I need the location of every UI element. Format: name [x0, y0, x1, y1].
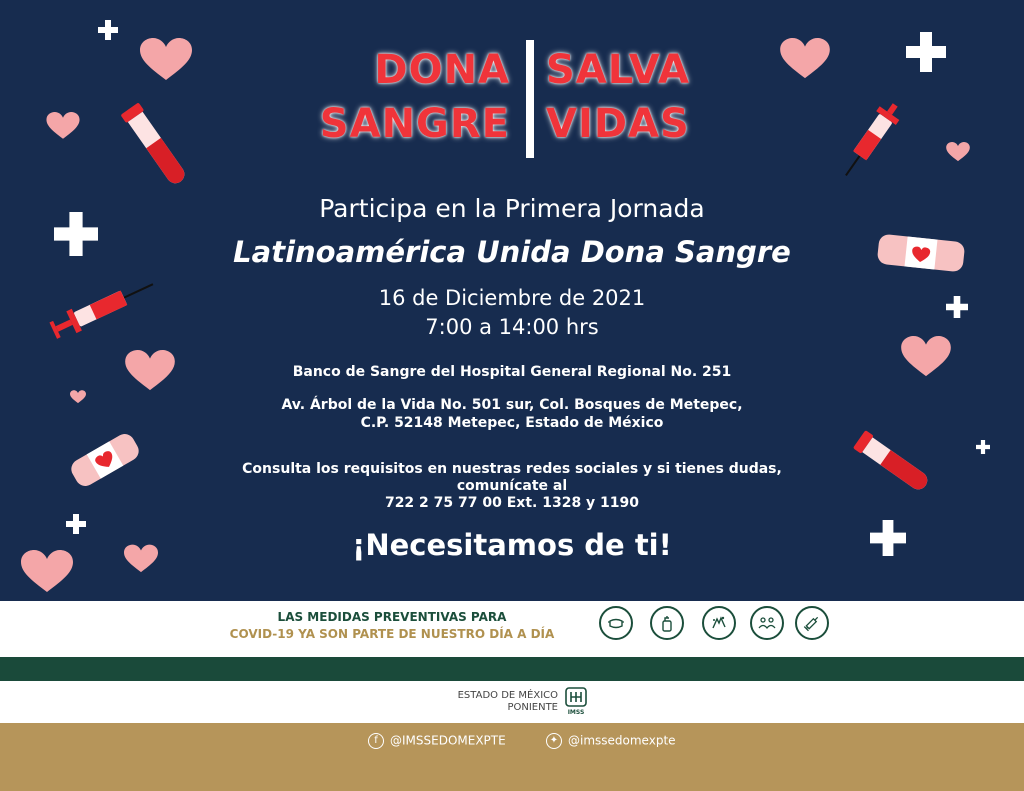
headline-sangre: SANGRE	[319, 101, 510, 147]
headline-vidas: VIDAS	[546, 101, 690, 147]
facebook-link[interactable]	[368, 733, 506, 749]
org-region: ESTADO DE MÉXICO	[457, 690, 558, 701]
imss-logo-icon	[565, 687, 587, 715]
headline-salva: SALVA	[546, 47, 690, 93]
event-date: 16 de Diciembre de 2021	[378, 286, 646, 310]
call-to-action: ¡Necesitamos de ti!	[352, 528, 672, 562]
plus-icon	[906, 32, 946, 72]
event-name: Latinoamérica Unida Dona Sangre	[233, 235, 791, 269]
mask-icon	[599, 606, 633, 640]
covid-line2: COVID-19 YA SON PARTE DE NUESTRO DÍA A DÍA	[229, 627, 555, 641]
distance-icon	[750, 606, 784, 640]
test-tube-icon	[112, 98, 202, 198]
heart-icon	[46, 112, 80, 140]
event-intro: Participa en la Primera Jornada	[319, 194, 705, 223]
syringe-icon	[822, 86, 918, 196]
facebook-icon: f	[368, 733, 384, 749]
org-subregion: PONIENTE	[507, 702, 558, 713]
event-time: 7:00 a 14:00 hrs	[425, 315, 599, 339]
phone-number[interactable]: 722 2 75 77 00 Ext. 1328 y 1190	[384, 495, 640, 511]
heart-icon	[140, 38, 192, 82]
headline-dona: DONA	[374, 47, 510, 93]
heart-icon	[946, 142, 970, 162]
consult-line1: Consulta los requisitos en nuestras redes sociales y si tienes dudas,	[242, 461, 782, 477]
event-address-line1: Av. Árbol de la Vida No. 501 sur, Col. Bosques de Metepec,	[281, 397, 743, 413]
twitter-link[interactable]	[546, 733, 676, 749]
heart-icon	[780, 38, 830, 80]
twitter-handle: @imssedomexpte	[568, 733, 676, 748]
consult-line2: comunícate al	[456, 478, 568, 494]
svg-text:IMSS: IMSS	[567, 709, 585, 715]
twitter-icon: ✦	[546, 733, 562, 749]
green-stripe	[0, 657, 1024, 681]
headline-divider	[526, 40, 534, 158]
event-address-line2: C.P. 52148 Metepec, Estado de México	[360, 415, 664, 431]
plus-icon	[98, 20, 118, 40]
vaccine-icon	[795, 606, 829, 640]
plus-icon	[976, 440, 990, 454]
footer-band	[0, 723, 1024, 791]
handwash-icon	[702, 606, 736, 640]
headline	[300, 40, 724, 160]
event-venue: Banco de Sangre del Hospital General Regional No. 251	[292, 364, 732, 380]
facebook-handle: @IMSSEDOMEXPTE	[390, 733, 506, 748]
covid-line1: LAS MEDIDAS PREVENTIVAS PARA	[277, 610, 507, 624]
sanitizer-icon	[650, 606, 684, 640]
